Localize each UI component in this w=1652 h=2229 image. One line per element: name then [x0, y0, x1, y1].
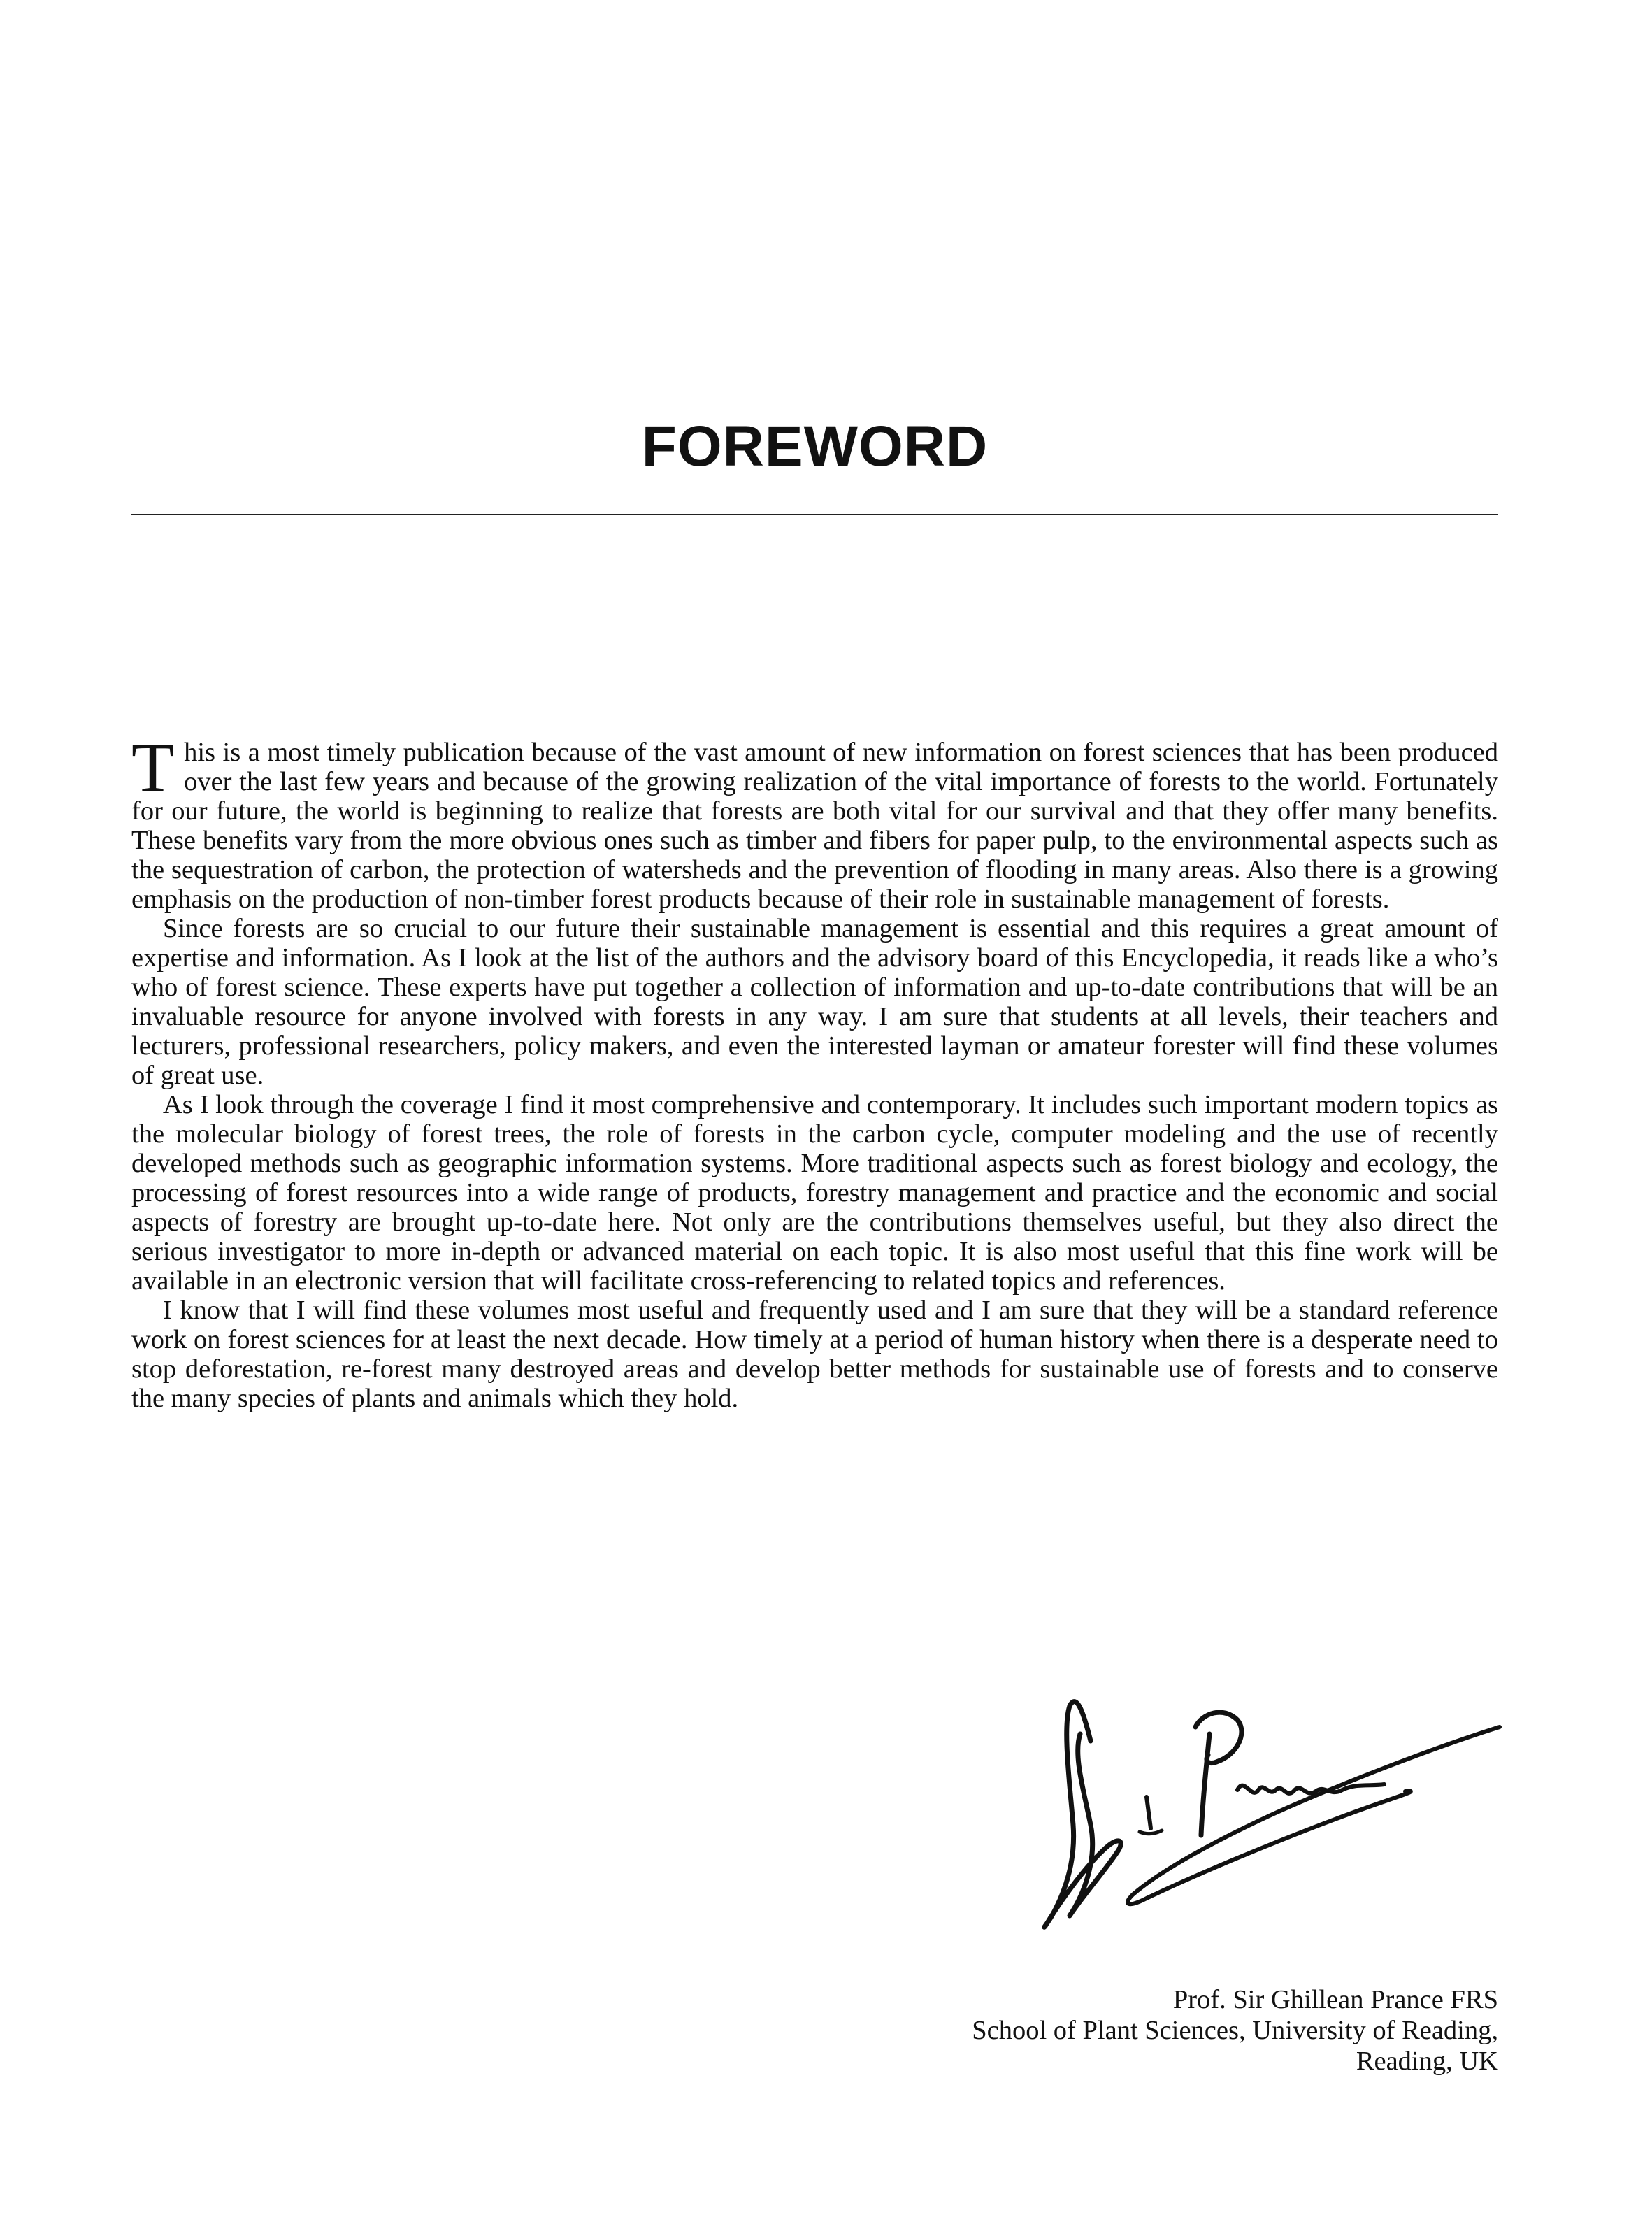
author-affiliation: School of Plant Sciences, University of Reading,	[972, 2016, 1498, 2045]
handwritten-signature	[1042, 1685, 1503, 1937]
page-title: FOREWORD	[641, 415, 989, 478]
paragraph-4: I know that I will find these volumes most useful and frequently used and I am sure that they will be a standard reference work on forest sciences for at least the next decade. How timely at a period of human history when there is a desperate need to stop deforestation, re-forest many destroyed areas and develop better methods for sustainable use of forests and to conserve the many species of plants and animals which they hold.	[131, 1296, 1498, 1413]
author-name: Prof. Sir Ghillean Prance FRS	[1172, 1985, 1498, 2014]
paragraph-2: Since forests are so crucial to our future their sustainable management is essential and this requires a great amount of expertise and information. As I look at the list of the authors and the advisory board of this Encyclopedia, it reads like a who’s who of forest science. These experts have put together a collection of information and up-to-date contributions that will be an invaluable resource for anyone involved with forests in any way. I am sure that students at all levels, their teachers and lecturers, professional researchers, policy makers, and even the interested layman or amateur forester will find these volumes of great use.	[131, 914, 1498, 1090]
signature-block	[659, 1984, 1498, 2077]
title-rule	[131, 514, 1498, 515]
drop-cap: T	[131, 729, 175, 806]
paragraph-1	[131, 729, 1498, 914]
paragraph-3: As I look through the coverage I find it most comprehensive and contemporary. It includes such important modern topics as the molecular biology of forest trees, the role of forests in the carbon cycle, computer modeling and the use of recently developed methods such as geographic information systems. More traditional aspects such as forest biology and ecology, the processing of forest resources into a wide range of products, forestry management and practice and the economic and social aspects of forestry are brought up-to-date here. Not only are the contributions themselves useful, but they also direct the serious investigator to more in-depth or advanced material on each topic. It is also most useful that this fine work will be available in an electronic version that will facilitate cross-referencing to related topics and references.	[131, 1090, 1498, 1296]
paragraph-1-text: his is a most timely publication because of the vast amount of new information on forest sciences that has been produced over the last few years and because of the growing realization of the vital importance of forests to the world. Fortunately for our future, the world is beginning to realize that forests are both vital for our survival and that they offer many benefits. These benefits vary from the more obvious ones such as timber and fibers for paper pulp, to the environmental aspects such as the sequestration of carbon, the protection of watersheds and the prevention of flooding in many areas. Also there is a growing emphasis on the production of non-timber forest products because of their role in sustainable management of forests.	[131, 738, 1498, 914]
foreword-body	[131, 729, 1498, 1413]
author-location: Reading, UK	[1356, 2047, 1498, 2076]
